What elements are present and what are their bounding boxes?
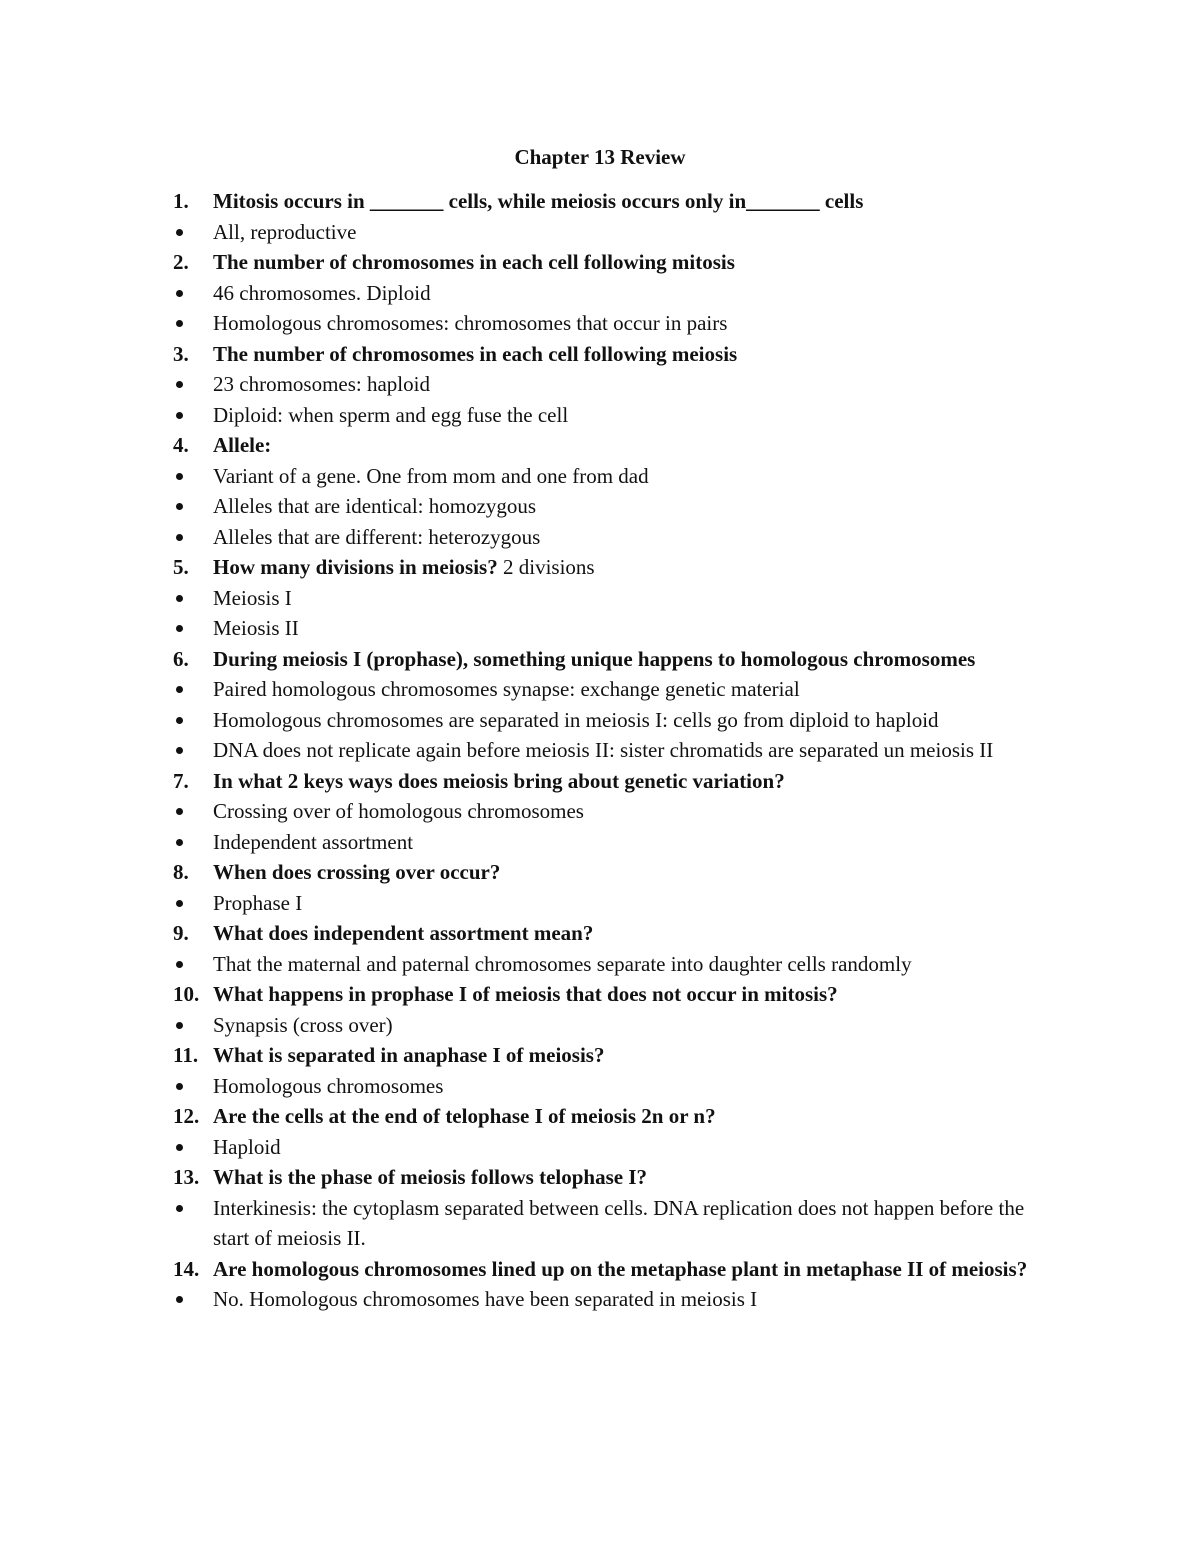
question-text: The number of chromosomes in each cell following mitosis (213, 250, 735, 274)
answer-bullet (0, 217, 1200, 248)
question-text: How many divisions in meiosis? (213, 555, 498, 579)
question-item (0, 430, 1200, 461)
question-item (0, 918, 1200, 949)
question-number: 13. (173, 1165, 200, 1189)
question-text: What is separated in anaphase I of meiosis? (213, 1043, 605, 1067)
question-item (0, 552, 1200, 583)
answer-text: Homologous chromosomes: chromosomes that occur in pairs (213, 311, 728, 335)
bullet-icon (176, 595, 183, 602)
answer-text: Homologous chromosomes are separated in meiosis I: cells go from diploid to haploid (213, 707, 939, 732)
question-text: During meiosis I (prophase), something unique happens to homologous chromosomes (213, 646, 976, 671)
answer-bullet (0, 461, 1200, 492)
question-number: 3. (173, 341, 189, 366)
answer-text: 46 chromosomes. Diploid (213, 280, 431, 305)
question-number: 5. (173, 555, 189, 579)
question-text: What is the phase of meiosis follows telophase I? (213, 1165, 648, 1189)
answer-text: Alleles that are different: heterozygous (213, 524, 541, 549)
bullet-icon (176, 839, 183, 846)
answer-bullet (0, 278, 1200, 309)
answer-bullet (0, 949, 1200, 980)
question-item (0, 1101, 1200, 1132)
answer-bullet (0, 827, 1200, 858)
answer-bullet (0, 522, 1200, 553)
answer-bullet (0, 1010, 1200, 1041)
answer-bullet (0, 613, 1200, 644)
answer-text: Independent assortment (213, 829, 414, 854)
bullet-icon (176, 1296, 183, 1303)
answer-text: Interkinesis: the cytoplasm separated between cells. DNA replication does not happen before the start of meiosis II. (213, 1195, 1025, 1250)
question-text: Allele: (213, 433, 272, 457)
bullet-icon (176, 503, 183, 510)
answer-text: Haploid (213, 1134, 281, 1159)
answer-text: Prophase I (213, 890, 303, 915)
question-item (0, 186, 1200, 217)
answer-bullet (0, 491, 1200, 522)
question-number: 2. (173, 250, 189, 274)
question-number: 11. (173, 1043, 199, 1067)
question-text: In what 2 keys ways does meiosis bring about genetic variation? (213, 768, 785, 793)
question-number: 8. (173, 860, 189, 884)
answer-text: Crossing over of homologous chromosomes (213, 799, 584, 823)
answer-text: Variant of a gene. One from mom and one from dad (213, 463, 649, 488)
question-item (0, 1162, 1200, 1193)
review-list (0, 186, 1200, 1315)
question-item (0, 644, 1200, 675)
answer-text: Meiosis I (213, 585, 292, 610)
bullet-icon (176, 686, 183, 693)
bullet-icon (176, 1144, 183, 1151)
answer-text: Alleles that are identical: homozygous (213, 494, 537, 518)
bullet-icon (176, 747, 183, 754)
question-item (0, 247, 1200, 278)
answer-bullet (0, 1193, 1200, 1254)
question-text: What does independent assortment mean? (213, 921, 594, 945)
question-item (0, 1040, 1200, 1071)
question-number: 12. (173, 1104, 200, 1128)
bullet-icon (176, 381, 183, 388)
question-number: 10. (173, 982, 200, 1006)
answer-text: No. Homologous chromosomes have been separated in meiosis I (213, 1287, 758, 1311)
question-item (0, 857, 1200, 888)
question-text: Are the cells at the end of telophase I of meiosis 2n or n? (213, 1104, 716, 1128)
answer-text: That the maternal and paternal chromosomes separate into daughter cells randomly (213, 951, 912, 976)
page-title: Chapter 13 Review (514, 145, 686, 169)
question-text: What happens in prophase I of meiosis that does not occur in mitosis? (213, 982, 838, 1006)
bullet-icon (176, 625, 183, 632)
bullet-icon (176, 320, 183, 327)
answer-bullet (0, 369, 1200, 400)
answer-bullet (0, 1284, 1200, 1315)
question-item (0, 979, 1200, 1010)
question-number: 14. (173, 1256, 200, 1281)
question-number: 4. (173, 433, 189, 457)
answer-bullet (0, 796, 1200, 827)
question-number: 6. (173, 646, 189, 671)
answer-bullet (0, 1132, 1200, 1163)
question-text: The number of chromosomes in each cell following meiosis (213, 341, 738, 366)
bullet-icon (176, 473, 183, 480)
bullet-icon (176, 961, 183, 968)
answer-bullet (0, 735, 1200, 766)
bullet-icon (176, 808, 183, 815)
answer-text: Meiosis II (213, 616, 299, 640)
bullet-icon (176, 717, 183, 724)
question-number: 1. (173, 189, 189, 213)
bullet-icon (176, 412, 183, 419)
bullet-icon (176, 1022, 183, 1029)
answer-text: 23 chromosomes: haploid (213, 372, 430, 396)
bullet-icon (176, 290, 183, 297)
bullet-icon (176, 1083, 183, 1090)
answer-text: Homologous chromosomes (213, 1073, 444, 1098)
question-number: 9. (173, 921, 189, 945)
bullet-icon (176, 900, 183, 907)
answer-bullet (0, 674, 1200, 705)
answer-bullet (0, 705, 1200, 736)
answer-bullet (0, 888, 1200, 919)
bullet-icon (176, 534, 183, 541)
answer-text: Synapsis (cross over) (213, 1012, 393, 1037)
answer-bullet (0, 308, 1200, 339)
answer-text: Diploid: when sperm and egg fuse the cell (213, 402, 569, 427)
answer-bullet (0, 1071, 1200, 1102)
answer-text: Paired homologous chromosomes synapse: exchange genetic material (213, 677, 800, 701)
question-text: Are homologous chromosomes lined up on the metaphase plant in metaphase II of meiosis? (213, 1256, 1028, 1281)
question-item (0, 1254, 1200, 1285)
question-text: When does crossing over occur? (213, 860, 501, 884)
answer-text: DNA does not replicate again before meiosis II: sister chromatids are separated un meiosis II (213, 738, 994, 762)
question-answer-inline: 2 divisions (497, 555, 595, 579)
answer-bullet (0, 583, 1200, 614)
answer-text: All, reproductive (213, 219, 357, 244)
question-number: 7. (173, 768, 189, 793)
question-text: Mitosis occurs in _______ cells, while meiosis occurs only in_______ cells (213, 189, 864, 213)
bullet-icon (176, 229, 183, 236)
answer-bullet (0, 400, 1200, 431)
question-item (0, 339, 1200, 370)
bullet-icon (176, 1205, 183, 1212)
question-item (0, 766, 1200, 797)
